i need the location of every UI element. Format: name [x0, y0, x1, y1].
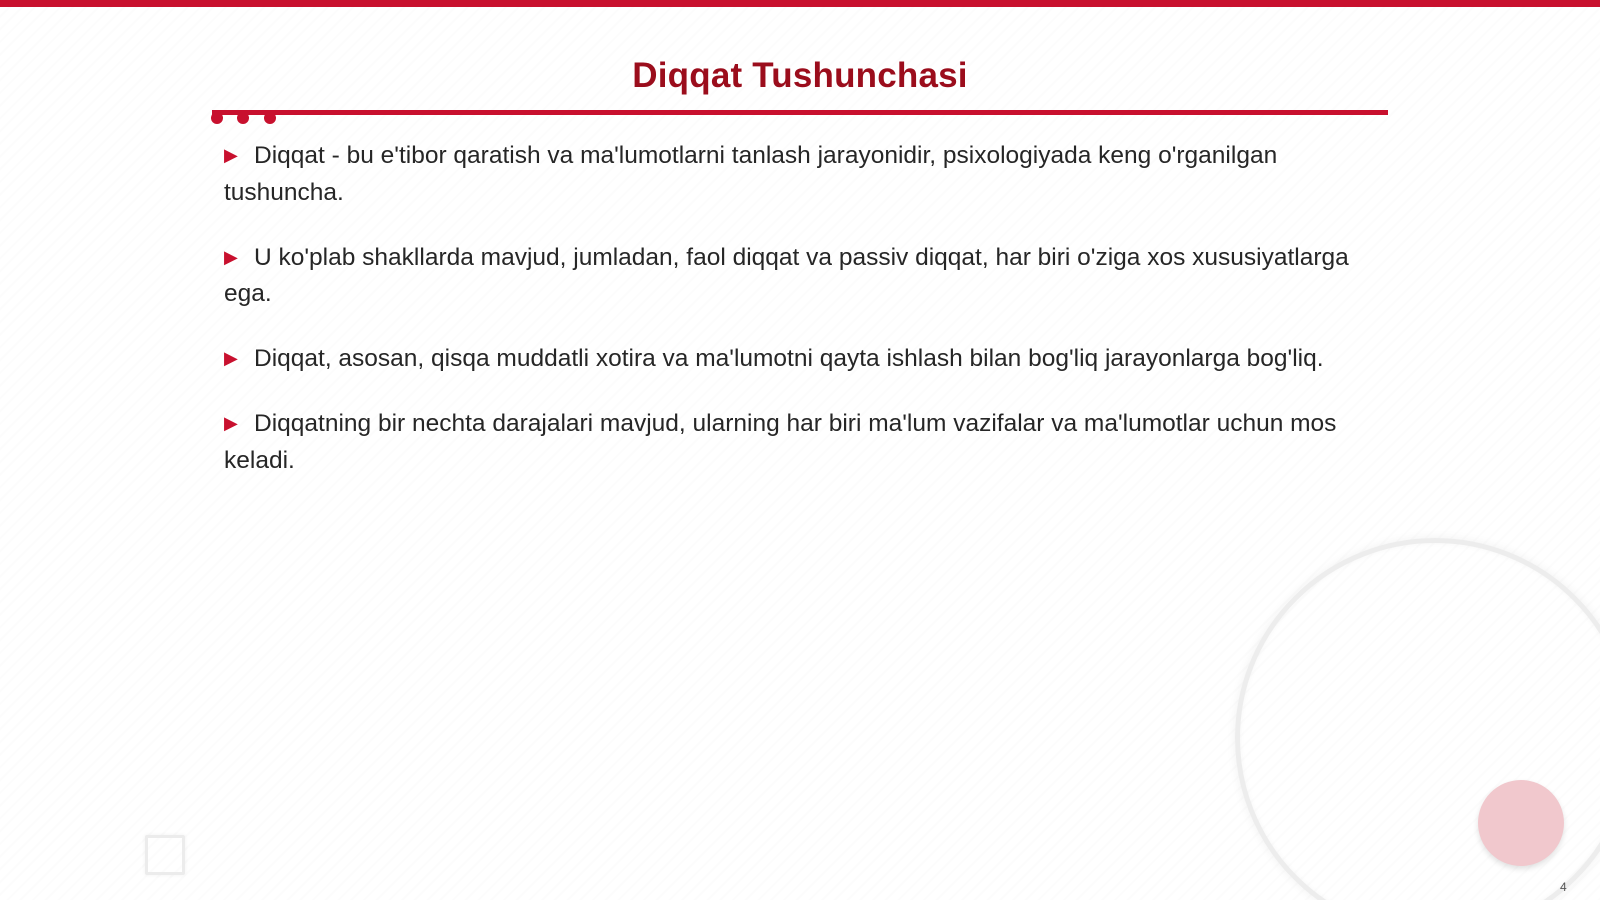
bullet-text: U ko'plab shakllarda mavjud, jumladan, faol diqqat va passiv diqqat, har biri o'ziga xos xususiyatlarga ega.: [224, 243, 1349, 307]
bullet-item: [224, 137, 1374, 211]
title-underline: [212, 110, 1388, 115]
bullet-list: [224, 137, 1374, 507]
bullet-item: [224, 405, 1374, 479]
triangle-right-icon: ▶: [224, 348, 238, 368]
bullet-text: Diqqat - bu e'tibor qaratish va ma'lumotlarni tanlash jarayonidir, psixologiyada keng o'rganilgan tushuncha.: [224, 142, 1278, 206]
slide-title: Diqqat Tushunchasi: [632, 56, 968, 95]
decorative-square: [145, 835, 185, 875]
bullet-item: [224, 340, 1374, 378]
decor-dot: [211, 112, 223, 124]
bullet-item: [224, 239, 1374, 313]
triangle-right-icon: ▶: [224, 413, 238, 433]
triangle-right-icon: ▶: [224, 246, 238, 267]
bullet-text: Diqqat, asosan, qisqa muddatli xotira va ma'lumotni qayta ishlash bilan bog'liq jarayonlarga bog'liq.: [254, 345, 1324, 372]
decor-dot: [264, 112, 276, 124]
decor-dot: [237, 112, 249, 124]
top-accent-band: [0, 0, 1600, 7]
decorative-pink-circle: [1478, 780, 1564, 866]
page-number: 4: [1560, 880, 1567, 894]
bullet-text: Diqqatning bir nechta darajalari mavjud, ularning har biri ma'lum vazifalar va ma'lumotlar uchun mos keladi.: [224, 410, 1337, 474]
triangle-right-icon: ▶: [224, 145, 238, 165]
